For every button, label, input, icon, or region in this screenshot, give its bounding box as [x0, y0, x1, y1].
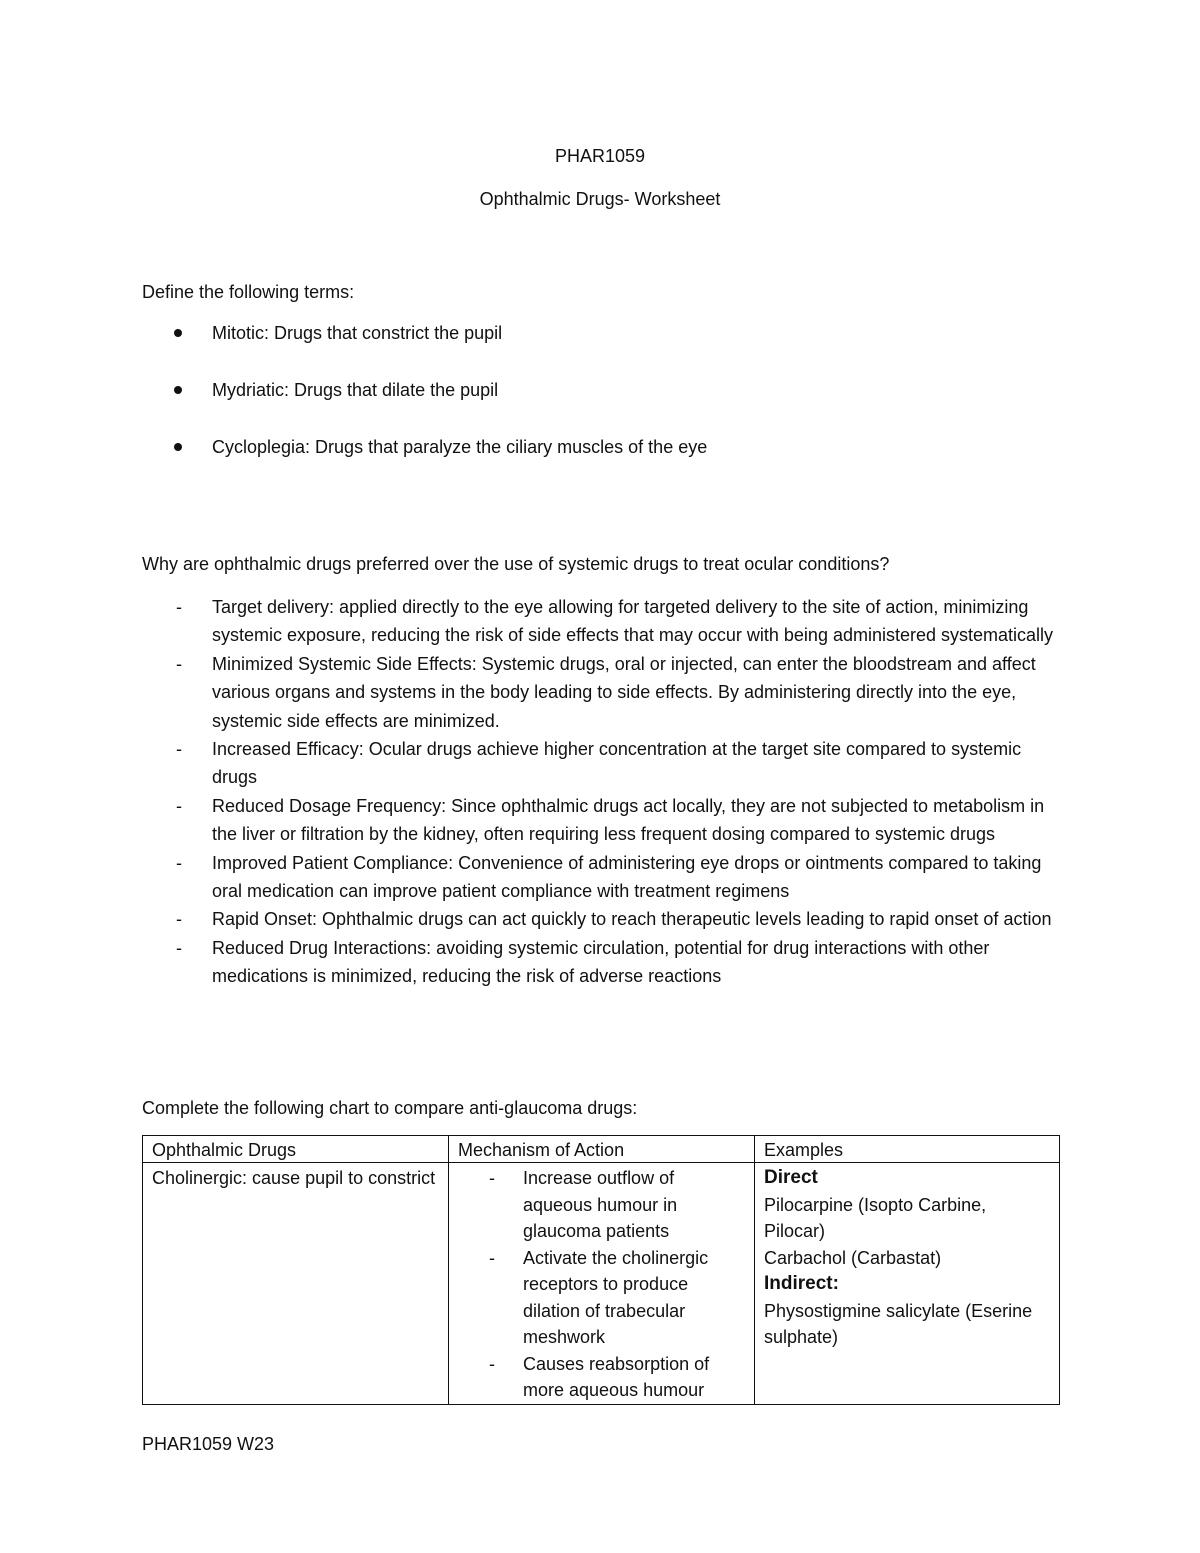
answer-item: [142, 792, 1062, 849]
mechanism-item: [449, 1245, 745, 1351]
table-header-row: [143, 1136, 1060, 1163]
answer-text: Rapid Onset: Ophthalmic drugs can act quickly to reach therapeutic levels leading to rapid onset of action: [212, 909, 1052, 930]
column-header-examples: Examples: [755, 1136, 1060, 1163]
answer-item: [142, 593, 1062, 650]
mechanism-item: [449, 1165, 745, 1245]
definitions-prompt: Define the following terms:: [142, 282, 355, 302]
dash-marker: -: [176, 909, 182, 930]
mechanism-text: Causes reabsorption of more aqueous humour: [523, 1353, 710, 1400]
column-header-drugs: Ophthalmic Drugs: [143, 1136, 449, 1163]
answer-item: [142, 650, 1062, 735]
dash-marker: -: [176, 852, 182, 873]
bullet-dot-icon: [174, 443, 182, 451]
mechanism-list: [449, 1165, 745, 1404]
direct-label: Direct: [764, 1167, 818, 1188]
indirect-example: Physostigmine salicylate (Eserine sulphate): [764, 1300, 1033, 1347]
worksheet-title: Ophthalmic Drugs- Worksheet: [479, 189, 721, 209]
dash-marker: -: [489, 1353, 495, 1374]
answer-text: Reduced Dosage Frequency: Since ophthalmic drugs act locally, they are not subjected to metabolism in the liver or filtration by the kidney, often requiring less frequent dosing compared to systemic drugs: [212, 795, 1045, 845]
mechanism-cell: [449, 1163, 755, 1405]
dash-marker: -: [489, 1168, 495, 1188]
mechanism-item: [449, 1351, 745, 1404]
definition-item: [142, 433, 1062, 490]
chart-prompt: Complete the following chart to compare anti-glaucoma drugs:: [142, 1098, 638, 1118]
dash-marker: -: [176, 653, 182, 674]
definition-text: Mitotic: Drugs that constrict the pupil: [212, 323, 503, 343]
column-header-mechanism: Mechanism of Action: [449, 1136, 755, 1163]
bullet-dot-icon: [174, 386, 182, 394]
answer-text: Improved Patient Compliance: Convenience of administering eye drops or ointments compared to taking oral medication can improve patient compliance with treatment regimens: [212, 852, 1042, 902]
course-code: PHAR1059: [554, 146, 646, 166]
definition-item: [142, 376, 1062, 433]
answer-item: [142, 905, 1062, 933]
answer-item: [142, 934, 1062, 991]
anti-glaucoma-table: [142, 1135, 1060, 1405]
bullet-dot-icon: [174, 329, 182, 337]
direct-example: Carbachol (Carbastat): [764, 1247, 942, 1268]
dash-marker: -: [176, 739, 182, 760]
examples-cell: [755, 1163, 1060, 1405]
dash-marker: -: [176, 597, 182, 617]
definition-text: Mydriatic: Drugs that dilate the pupil: [212, 380, 499, 400]
definitions-list: [142, 319, 1062, 490]
dash-marker: -: [489, 1247, 495, 1268]
answer-list: [142, 593, 1062, 991]
answer-text: Reduced Drug Interactions: avoiding systemic circulation, potential for drug interactions with other medications is minimized, reducing the risk of adverse reactions: [212, 937, 990, 987]
table-row: [143, 1163, 1060, 1405]
definition-text: Cycloplegia: Drugs that paralyze the ciliary muscles of the eye: [212, 437, 708, 457]
answer-text: Target delivery: applied directly to the eye allowing for targeted delivery to the site of action, minimizing systemic exposure, reducing the risk of side effects that may occur with being administered systematically: [212, 597, 1054, 646]
definition-item: [142, 319, 1062, 376]
indirect-label: Indirect:: [764, 1273, 839, 1294]
answer-item: [142, 849, 1062, 906]
answer-item: [142, 735, 1062, 792]
dash-marker: -: [176, 795, 182, 816]
mechanism-text: Increase outflow of aqueous humour in glaucoma patients: [523, 1168, 678, 1241]
drug-cell: Cholinergic: cause pupil to constrict: [143, 1163, 449, 1405]
direct-example: Pilocarpine (Isopto Carbine, Pilocar): [764, 1194, 987, 1241]
dash-marker: -: [176, 937, 182, 958]
page-footer: PHAR1059 W23: [142, 1434, 275, 1454]
mechanism-text: Activate the cholinergic receptors to produce dilation of trabecular meshwork: [523, 1247, 709, 1347]
answer-text: Increased Efficacy: Ocular drugs achieve higher concentration at the target site compared to systemic drugs: [212, 739, 1022, 788]
answer-text: Minimized Systemic Side Effects: Systemic drugs, oral or injected, can enter the bloodstream and affect various organs and systems in the body leading to side effects. By administering directly into the eye, systemic side effects are minimized.: [212, 653, 1036, 731]
question-prompt: Why are ophthalmic drugs preferred over the use of systemic drugs to treat ocular conditions?: [142, 554, 890, 574]
